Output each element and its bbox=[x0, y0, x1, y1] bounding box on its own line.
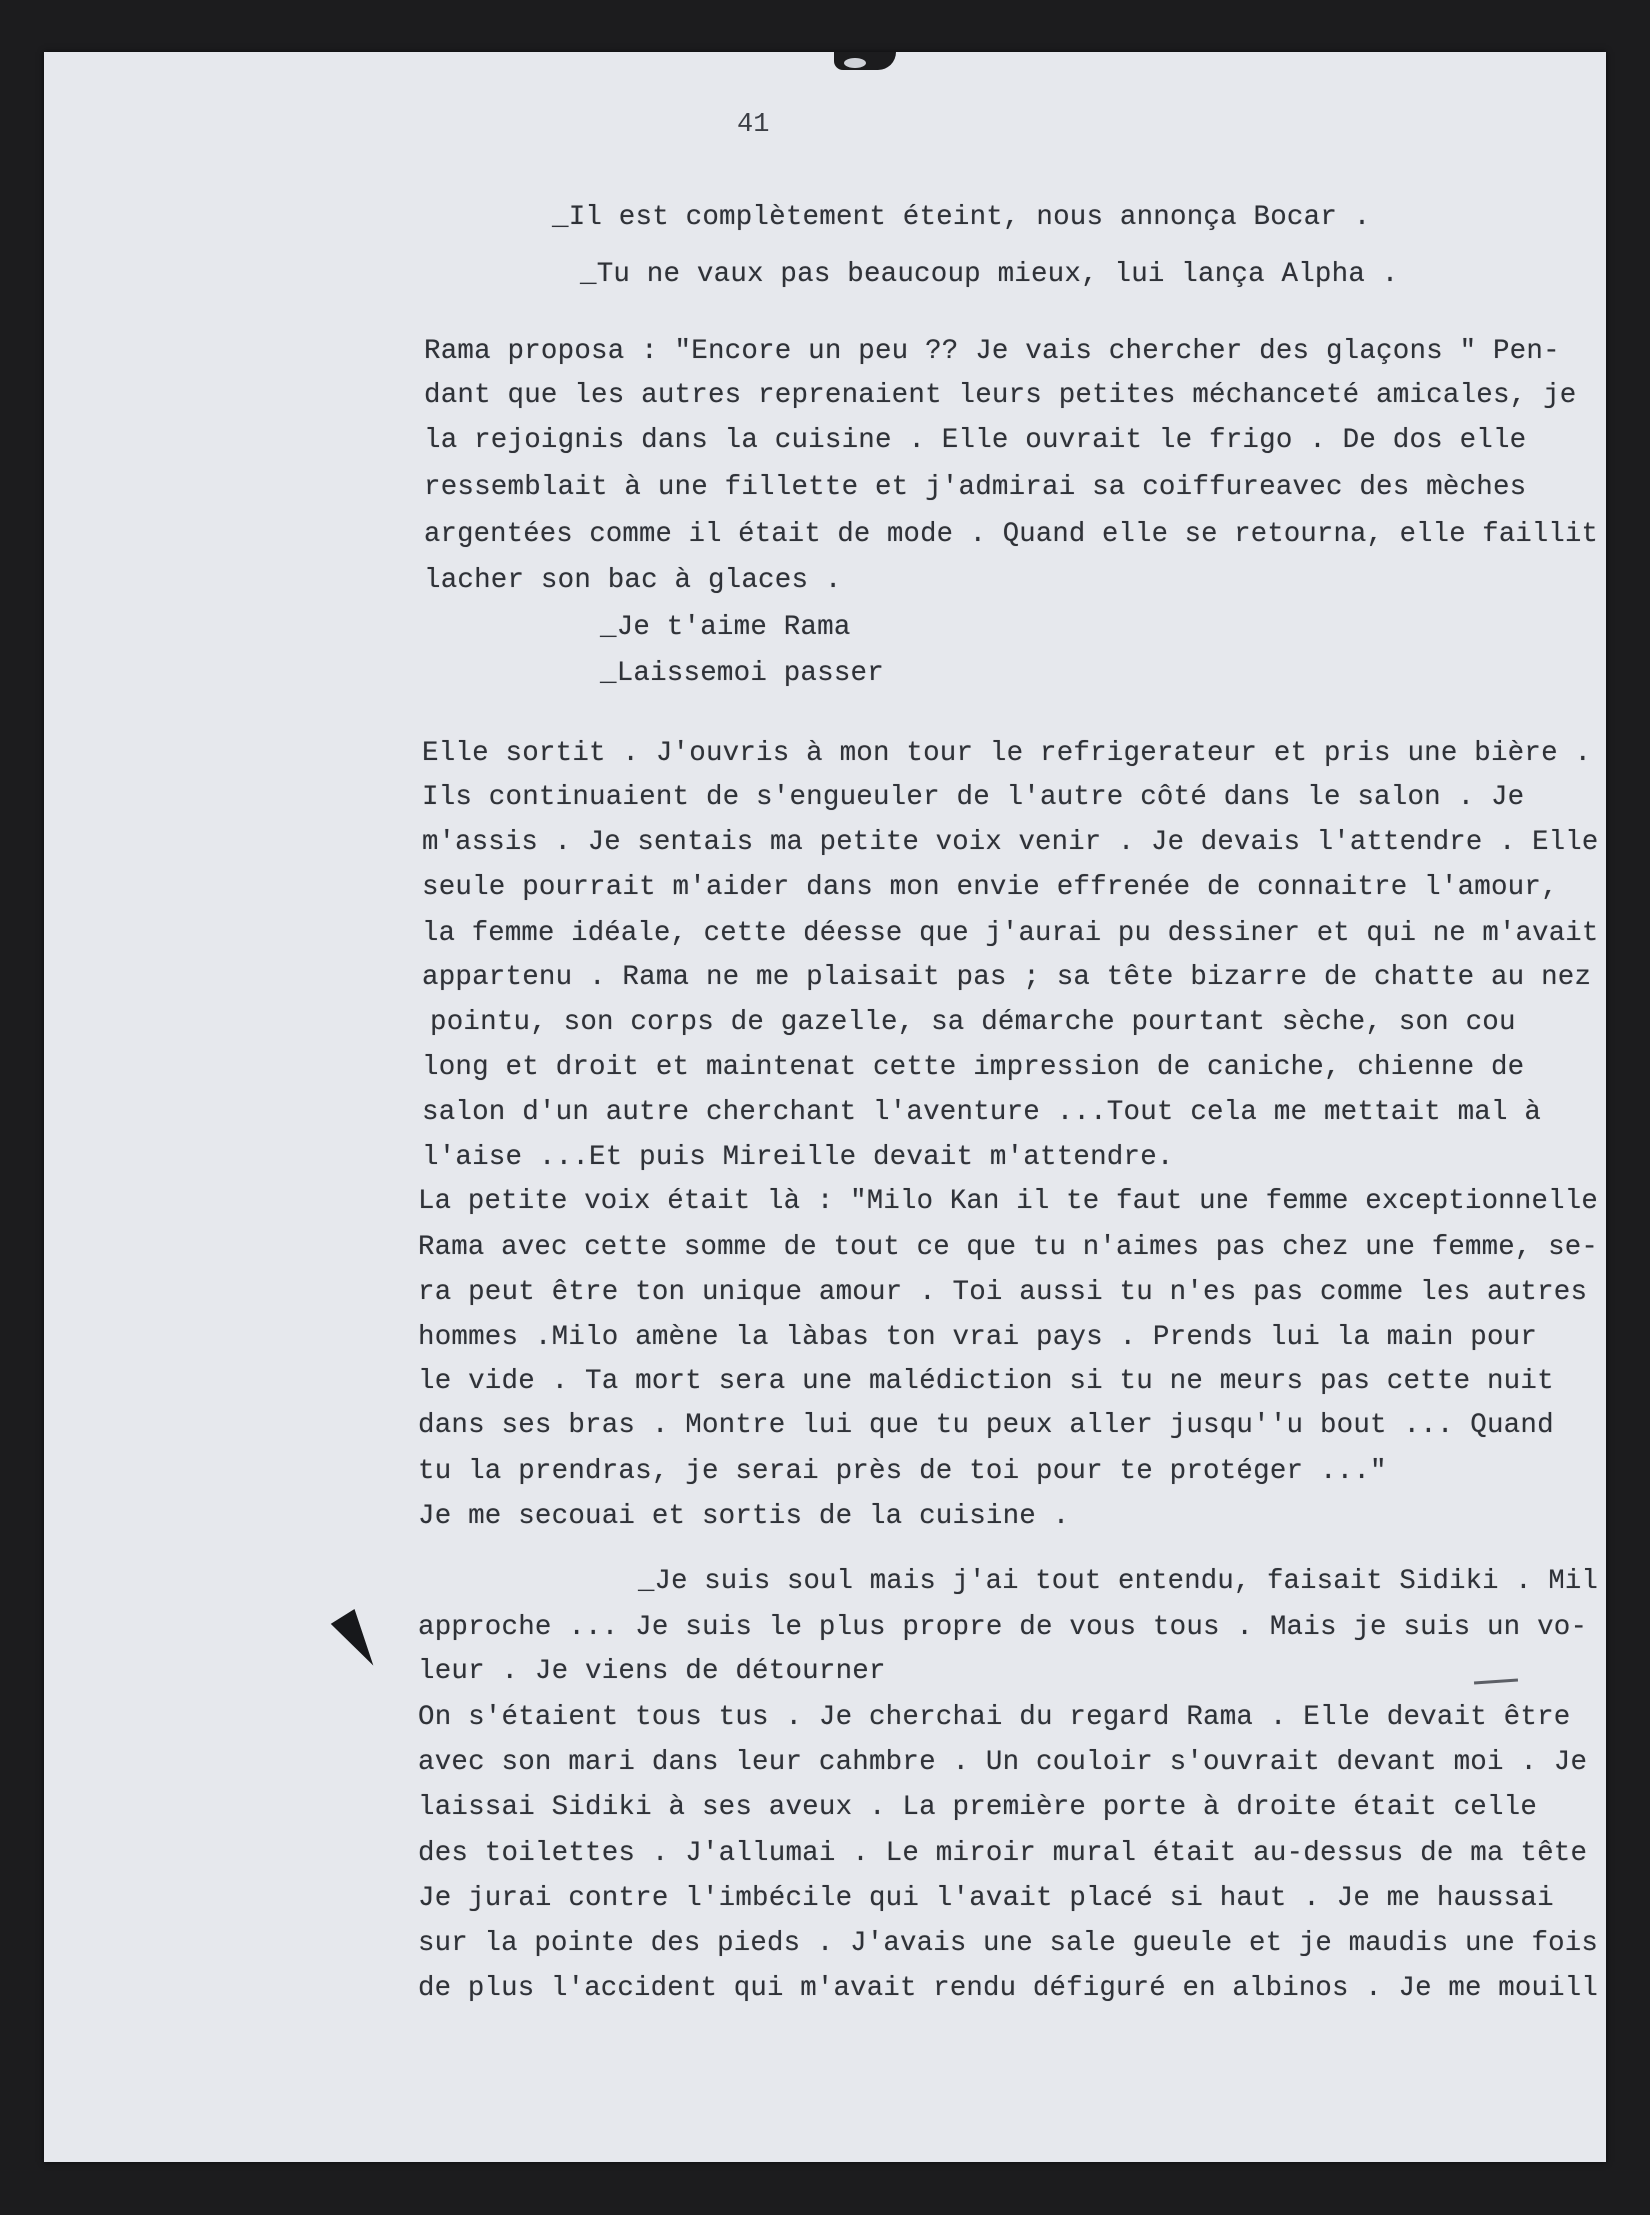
text-line: Ils continuaient de s'engueuler de l'autre côté dans le salon . Je bbox=[422, 782, 1525, 813]
typewritten-text bbox=[44, 52, 1606, 2162]
text-line: hommes .Milo amène la làbas ton vrai pays . Prends lui la main pour bbox=[418, 1322, 1538, 1353]
text-line: m'assis . Je sentais ma petite voix venir . Je devais l'attendre . Elle bbox=[422, 827, 1599, 858]
page-number: 41 bbox=[737, 110, 770, 140]
text-line: Je jurai contre l'imbécile qui l'avait placé si haut . Je me haussai bbox=[418, 1883, 1554, 1914]
text-line: avec son mari dans leur cahmbre . Un couloir s'ouvrait devant moi . Je bbox=[418, 1747, 1588, 1778]
text-line: Rama avec cette somme de tout ce que tu n'aimes pas chez une femme, se- bbox=[418, 1232, 1598, 1263]
text-line: leur . Je viens de détourner bbox=[418, 1656, 886, 1687]
text-line: appartenu . Rama ne me plaisait pas ; sa tête bizarre de chatte au nez bbox=[422, 962, 1592, 993]
text-line: long et droit et maintenat cette impression de caniche, chienne de bbox=[422, 1052, 1525, 1083]
text-line: _Je suis soul mais j'ai tout entendu, faisait Sidiki . Mil bbox=[638, 1566, 1599, 1597]
text-line: de plus l'accident qui m'avait rendu défiguré en albinos . Je me mouill bbox=[418, 1973, 1598, 2004]
text-line: salon d'un autre cherchant l'aventure ...Tout cela me mettait mal à bbox=[422, 1097, 1542, 1128]
text-line: argentées comme il était de mode . Quand elle se retourna, elle faillit bbox=[424, 519, 1599, 550]
text-line: La petite voix était là : "Milo Kan il te faut une femme exceptionnelle bbox=[418, 1186, 1598, 1217]
text-line: lacher son bac à glaces . bbox=[424, 565, 842, 596]
text-line: _Il est complètement éteint, nous annonça Bocar . bbox=[552, 202, 1371, 233]
text-line: tu la prendras, je serai près de toi pour te protéger ..." bbox=[418, 1456, 1387, 1487]
text-line: On s'étaient tous tus . Je cherchai du regard Rama . Elle devait être bbox=[418, 1702, 1571, 1733]
text-line: laissai Sidiki à ses aveux . La première porte à droite était celle bbox=[418, 1792, 1538, 1823]
text-line: dans ses bras . Montre lui que tu peux aller jusqu''u bout ... Quand bbox=[418, 1410, 1554, 1441]
text-line: _Je t'aime Rama bbox=[600, 612, 851, 643]
text-line: _Tu ne vaux pas beaucoup mieux, lui lança Alpha . bbox=[580, 259, 1399, 290]
text-line: _Laissemoi passer bbox=[600, 658, 884, 689]
text-line: ressemblait à une fillette et j'admirai sa coiffureavec des mèches bbox=[424, 472, 1527, 503]
text-line: Elle sortit . J'ouvris à mon tour le refrigerateur et pris une bière . bbox=[422, 738, 1592, 769]
text-line: Je me secouai et sortis de la cuisine . bbox=[418, 1501, 1070, 1532]
text-line: ra peut être ton unique amour . Toi aussi tu n'es pas comme les autres bbox=[418, 1277, 1588, 1308]
text-line: l'aise ...Et puis Mireille devait m'attendre. bbox=[422, 1142, 1174, 1173]
text-line: dant que les autres reprenaient leurs petites méchanceté amicales, je bbox=[424, 380, 1577, 411]
text-line: seule pourrait m'aider dans mon envie effrenée de connaitre l'amour, bbox=[422, 872, 1558, 903]
text-line: Rama proposa : "Encore un peu ?? Je vais chercher des glaçons " Pen- bbox=[424, 336, 1560, 367]
text-line: le vide . Ta mort sera une malédiction si tu ne meurs pas cette nuit bbox=[418, 1366, 1554, 1397]
text-line: la femme idéale, cette déesse que j'aurai pu dessiner et qui ne m'avait bbox=[422, 918, 1599, 949]
text-line: pointu, son corps de gazelle, sa démarche pourtant sèche, son cou bbox=[430, 1007, 1516, 1038]
text-line: approche ... Je suis le plus propre de vous tous . Mais je suis un vo- bbox=[418, 1612, 1588, 1643]
text-line: sur la pointe des pieds . J'avais une sale gueule et je maudis une fois bbox=[418, 1928, 1598, 1959]
text-line: la rejoignis dans la cuisine . Elle ouvrait le frigo . De dos elle bbox=[424, 425, 1527, 456]
text-line: des toilettes . J'allumai . Le miroir mural était au-dessus de ma tête bbox=[418, 1838, 1588, 1869]
typewritten-page bbox=[44, 52, 1606, 2162]
